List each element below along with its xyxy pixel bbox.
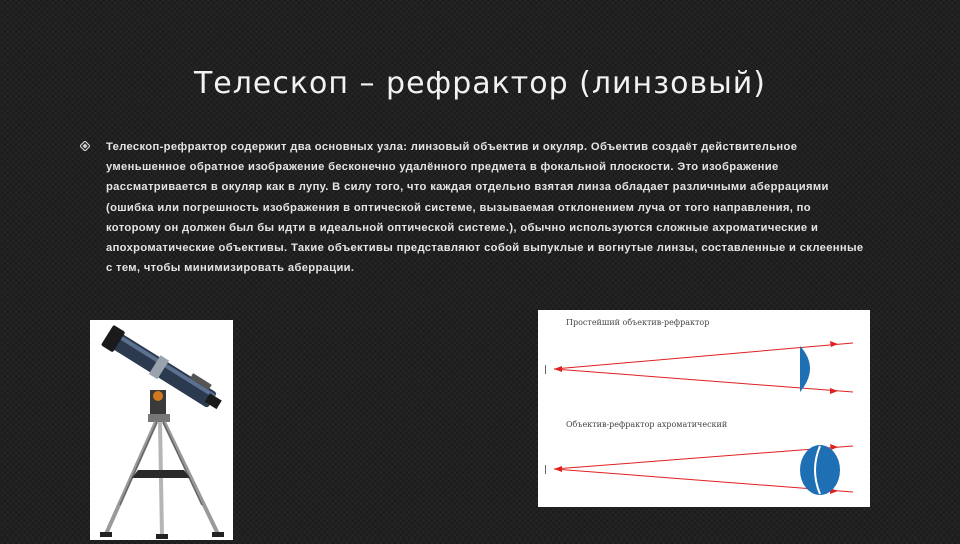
slide-paragraph: Телескоп-рефрактор содержит два основных узла: линзовый объектив и окуляр. Объектив создаёт действительное уменьшенное обратное изображение бесконечно удалённого предмета в фокальной плоскости. Это изображение рассматривается в окуляр как в лупу. В силу того, что каждая отдельно взятая линза обладает различными аберрациями (ошибка или погрешность изображения в оптической системе, вызываемая отклонением луча от того направления, по которому он должен был бы идти в идеальной оптической системе.), обычно используются сложные ахроматические и апохроматические объективы. Такие объективы представляют собой выпуклые и вогнутые линзы, составленные и склеенные с тем, чтобы минимизировать аберрации. (106, 141, 864, 275)
lens-diagram (538, 310, 870, 507)
label-achromatic-lens: Объектив-рефрактор ахроматический (566, 420, 728, 429)
telescope-photo (90, 320, 233, 540)
svg-text:|: | (544, 465, 548, 475)
slide-title: Телескоп – рефрактор (линзовый) (193, 66, 767, 101)
ray-diagram (538, 310, 870, 507)
label-simple-lens: Простейший объектив-рефрактор (566, 318, 710, 327)
convex-lens-icon (800, 346, 810, 392)
achromatic-lens-icon (800, 445, 840, 495)
svg-text:|: | (544, 365, 548, 375)
diamond-bullet-icon (80, 141, 90, 151)
telescope-icon (90, 320, 233, 540)
